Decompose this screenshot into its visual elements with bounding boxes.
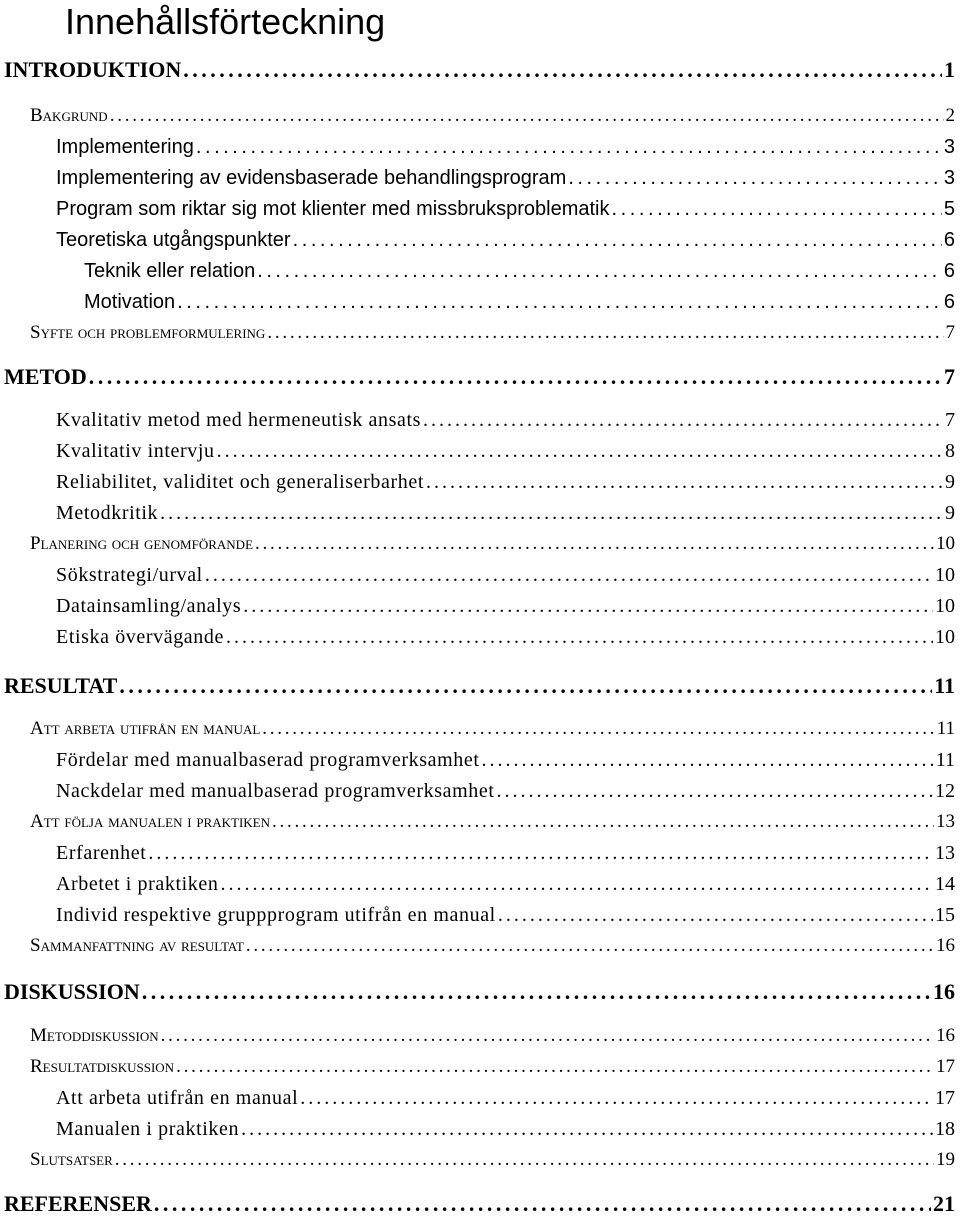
toc-entry-resultatdiskussion[interactable] xyxy=(0,1056,955,1078)
toc-entry-label: REFERENSER xyxy=(4,1191,152,1216)
toc-page-number: 2 xyxy=(945,105,955,126)
toc-leader-dots xyxy=(255,533,934,555)
toc-entry-teknik[interactable] xyxy=(0,260,955,283)
toc-entry-label: Sökstrategi/urval xyxy=(56,564,203,586)
toc-leader-dots xyxy=(612,198,942,221)
toc-entry-arbetet[interactable] xyxy=(0,873,955,896)
toc-entry-metodkritik[interactable] xyxy=(0,502,955,525)
toc-entry-label: Teknik eller relation xyxy=(84,260,256,282)
toc-entry-label: Erfarenhet xyxy=(56,842,147,864)
toc-entry-label: Kvalitativ metod med hermeneutisk ansats xyxy=(56,409,422,431)
toc-entry-label: Implementering av evidensbaserade behandlingsprogram xyxy=(56,167,567,189)
toc-page-number: 11 xyxy=(934,673,955,698)
toc-leader-dots xyxy=(243,595,933,618)
toc-entry-label: Kvalitativ intervju xyxy=(56,440,215,462)
toc-leader-dots xyxy=(161,1025,934,1047)
toc-leader-dots xyxy=(293,229,942,252)
toc-entry-manualen[interactable] xyxy=(0,1118,955,1141)
toc-leader-dots xyxy=(119,673,932,699)
toc-leader-dots xyxy=(496,780,933,803)
toc-page-number: 10 xyxy=(935,595,955,617)
toc-entry-nackdelar[interactable] xyxy=(0,780,955,803)
toc-entry-diskussion[interactable] xyxy=(0,979,955,1005)
toc-page-number: 6 xyxy=(943,229,955,251)
toc-entry-label: Planering och genomförande xyxy=(30,533,254,554)
toc-page-number: 19 xyxy=(936,1149,955,1170)
toc-entry-sokstrategi[interactable] xyxy=(0,564,955,587)
toc-entry-metod[interactable] xyxy=(0,364,955,390)
toc-leader-dots xyxy=(481,749,933,772)
toc-entry-implementering[interactable] xyxy=(0,136,955,159)
toc-leader-dots xyxy=(89,364,942,390)
toc-entry-kvalitativ-intervju[interactable] xyxy=(0,440,955,463)
toc-entry-label: Att följa manualen i praktiken xyxy=(30,811,270,832)
toc-entry-individ[interactable] xyxy=(0,904,955,927)
toc-entry-program-missbruk[interactable] xyxy=(0,198,955,221)
toc-entry-label: Fördelar med manualbaserad programverksamhet xyxy=(56,749,480,771)
toc-page-number: 1 xyxy=(944,57,955,82)
toc-entry-introduktion[interactable] xyxy=(0,57,955,83)
toc-entry-label: Datainsamling/analys xyxy=(56,595,242,617)
toc-page-number: 18 xyxy=(935,1118,955,1140)
toc-entry-fordelar[interactable] xyxy=(0,749,955,772)
toc-leader-dots xyxy=(142,979,931,1005)
toc-leader-dots xyxy=(267,322,943,344)
toc-leader-dots xyxy=(220,873,933,896)
toc-leader-dots xyxy=(154,1191,931,1217)
toc-page-number: 9 xyxy=(945,471,955,493)
toc-entry-implementering-evidens[interactable] xyxy=(0,167,955,190)
toc-page-number: 11 xyxy=(935,749,955,771)
toc-page-number: 13 xyxy=(936,811,955,832)
toc-page-number: 7 xyxy=(945,322,955,343)
toc-entry-label: Reliabilitet, validitet och generaliserbarhet xyxy=(56,471,424,493)
toc-entry-label: Etiska övervägande xyxy=(56,626,224,648)
toc-page-number: 17 xyxy=(935,1087,955,1109)
toc-leader-dots xyxy=(246,935,934,957)
toc-entry-teoretiska[interactable] xyxy=(0,229,955,252)
toc-leader-dots xyxy=(300,1087,933,1110)
toc-entry-planering[interactable] xyxy=(0,533,955,555)
toc-leader-dots xyxy=(262,718,934,740)
toc-page-number: 21 xyxy=(933,1191,955,1216)
toc-page-number: 6 xyxy=(943,260,955,282)
toc-entry-label: METOD xyxy=(4,364,87,389)
toc-page-number: 10 xyxy=(935,626,955,648)
toc-leader-dots xyxy=(426,471,943,494)
toc-entry-label: Individ respektive gruppprogram utifrån en manual xyxy=(56,904,496,926)
toc-entry-reliabilitet[interactable] xyxy=(0,471,955,494)
toc-page-number: 16 xyxy=(933,979,955,1004)
toc-entry-label: INTRODUKTION xyxy=(4,57,182,82)
toc-leader-dots xyxy=(217,440,943,463)
toc-entry-label: Metoddiskussion xyxy=(30,1025,159,1046)
toc-leader-dots xyxy=(115,1149,934,1171)
toc-entry-label: Att arbeta utifrån en manual xyxy=(56,1087,299,1109)
toc-entry-label: Implementering xyxy=(56,136,194,158)
toc-entry-label: Slutsatser xyxy=(30,1149,113,1170)
toc-entry-bakgrund[interactable] xyxy=(0,105,955,127)
toc-page-number: 10 xyxy=(935,564,955,586)
toc-entry-label: Arbetet i praktiken xyxy=(56,873,219,895)
toc-entry-datainsamling[interactable] xyxy=(0,595,955,618)
toc-leader-dots xyxy=(272,811,934,833)
toc-entry-syfte[interactable] xyxy=(0,322,955,344)
toc-page-number: 17 xyxy=(936,1056,955,1077)
toc-entry-label: Sammanfattning av resultat xyxy=(30,935,244,956)
toc-entry-motivation[interactable] xyxy=(0,291,955,314)
toc-entry-referenser[interactable] xyxy=(0,1191,955,1217)
toc-page-number: 13 xyxy=(935,842,955,864)
toc-page-number: 6 xyxy=(943,291,955,313)
toc-page-number: 12 xyxy=(935,780,955,802)
toc-page-number: 3 xyxy=(943,167,955,189)
toc-page-number: 16 xyxy=(936,935,955,956)
toc-page-number: 14 xyxy=(935,873,955,895)
toc-entry-label: Motivation xyxy=(84,291,176,313)
toc-leader-dots xyxy=(196,136,942,159)
toc-entry-label: Syfte och problemformulering xyxy=(30,322,266,343)
toc-page-number: 16 xyxy=(936,1025,955,1046)
toc-entry-label: Teoretiska utgångspunkter xyxy=(56,229,291,251)
toc-entry-att-arbeta[interactable] xyxy=(0,718,955,740)
toc-leader-dots xyxy=(423,409,943,432)
toc-leader-dots xyxy=(110,105,944,127)
toc-entry-kvalitativ-metod[interactable] xyxy=(0,409,955,432)
toc-entry-label: DISKUSSION xyxy=(4,979,140,1004)
toc-entry-erfarenhet[interactable] xyxy=(0,842,955,865)
toc-page-number: 5 xyxy=(943,198,955,220)
toc-leader-dots xyxy=(177,291,942,314)
page-title: Innehållsförteckning xyxy=(65,1,386,42)
toc-page-number: 11 xyxy=(936,718,955,739)
toc-entry-resultat[interactable] xyxy=(0,673,955,699)
toc-entry-label: Program som riktar sig mot klienter med missbruksproblematik xyxy=(56,198,610,220)
toc-entry-label: Nackdelar med manualbaserad programverksamhet xyxy=(56,780,495,802)
toc-leader-dots xyxy=(205,564,933,587)
toc-entry-slutsatser[interactable] xyxy=(0,1149,955,1171)
toc-leader-dots xyxy=(176,1056,934,1078)
toc-leader-dots xyxy=(226,626,933,649)
toc-entry-label: Metodkritik xyxy=(56,502,159,524)
toc-leader-dots xyxy=(148,842,933,865)
toc-entry-sammanfattning[interactable] xyxy=(0,935,955,957)
toc-page-number: 10 xyxy=(936,533,955,554)
toc-entry-label: Manualen i praktiken xyxy=(56,1118,240,1140)
toc-leader-dots xyxy=(498,904,933,927)
toc-entry-label: Bakgrund xyxy=(30,105,108,126)
toc-page-number: 15 xyxy=(935,904,955,926)
toc-page-number: 7 xyxy=(945,409,955,431)
toc-leader-dots xyxy=(241,1118,933,1141)
toc-page-number: 3 xyxy=(943,136,955,158)
toc-page-number: 8 xyxy=(945,440,955,462)
toc-entry-label: RESULTAT xyxy=(4,673,118,698)
toc-entry-label: Resultatdiskussion xyxy=(30,1056,175,1077)
toc-entry-etiska[interactable] xyxy=(0,626,955,649)
toc-entry-metoddiskussion[interactable] xyxy=(0,1025,955,1047)
toc-leader-dots xyxy=(183,57,942,83)
toc-leader-dots xyxy=(160,502,943,525)
toc-leader-dots xyxy=(257,260,942,283)
toc-page-number: 9 xyxy=(945,502,955,524)
toc-entry-att-arbeta-2[interactable] xyxy=(0,1087,955,1110)
toc-leader-dots xyxy=(568,167,942,190)
toc-entry-att-folja[interactable] xyxy=(0,811,955,833)
toc-page-number: 7 xyxy=(944,364,955,389)
toc-entry-label: Att arbeta utifrån en manual xyxy=(30,718,261,739)
